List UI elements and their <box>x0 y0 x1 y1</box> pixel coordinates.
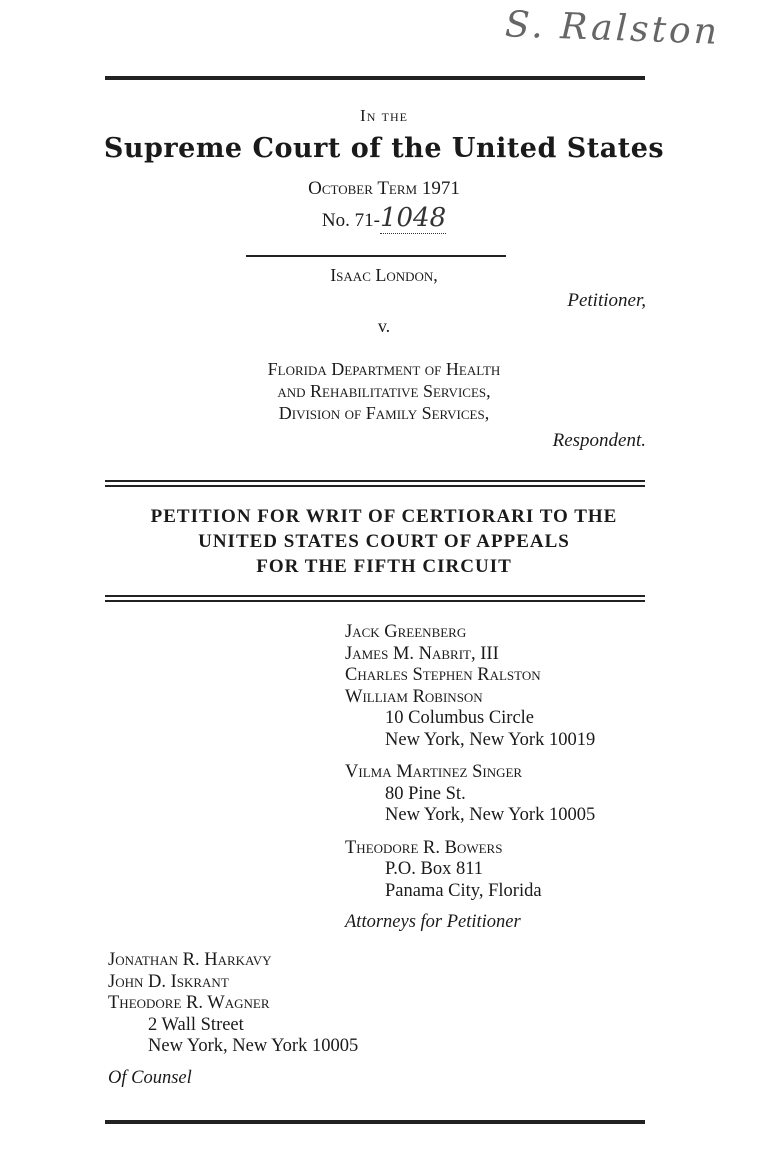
petition-title <box>0 504 768 579</box>
short-rule <box>246 255 506 257</box>
counsel-name: Jonathan R. Harkavy <box>108 950 272 970</box>
title-line-3: FOR THE FIFTH CIRCUIT <box>256 556 512 577</box>
term-line: October Term 1971 <box>308 178 460 199</box>
attorney-name: Vilma Martinez Singer <box>345 762 523 782</box>
title-line-1: PETITION FOR WRIT OF CERTIORARI TO THE <box>150 506 618 527</box>
counsel-label: Of Counsel <box>108 1067 192 1088</box>
attorney-name: William Robinson <box>345 686 483 707</box>
title-line-2: UNITED STATES COURT OF APPEALS <box>198 531 570 552</box>
attorney-name: Theodore R. Bowers <box>345 837 503 858</box>
respondent-label: Respondent. <box>552 430 646 451</box>
respondent-line-2: and Rehabilitative Services, <box>277 381 491 401</box>
address-line: New York, New York 10005 <box>385 805 596 825</box>
handwritten-signature: S. Ralston <box>504 4 721 53</box>
petitioner-name: Isaac London, <box>330 265 438 285</box>
address-line: New York, New York 10005 <box>148 1036 359 1056</box>
docket-prefix: No. 71- <box>321 210 380 231</box>
address-line: New York, New York 10019 <box>385 729 596 750</box>
attorneys-label: Attorneys for Petitioner <box>345 912 521 932</box>
counsel-name: John D. Iskrant <box>108 971 229 992</box>
address-line: 80 Pine St. <box>385 783 466 804</box>
attorneys-block <box>345 622 595 934</box>
attorney-name: Charles Stephen Ralston <box>345 665 541 685</box>
versus: v. <box>377 316 391 336</box>
docket-number: 1048 <box>379 203 447 233</box>
address-line: 10 Columbus Circle <box>385 708 535 728</box>
counsel-block <box>108 950 358 1089</box>
counsel-name: Theodore R. Wagner <box>108 993 270 1013</box>
court-name: Supreme Court of the United States <box>103 133 665 164</box>
respondent-block <box>0 358 768 424</box>
docket-line <box>0 203 768 233</box>
attorney-name: James M. Nabrit, III <box>345 643 499 664</box>
petitioner-label: Petitioner, <box>567 290 646 311</box>
respondent-line-3: Division of Family Services, <box>278 403 490 423</box>
address-line: P.O. Box 811 <box>385 859 484 879</box>
address-line: 2 Wall Street <box>148 1014 244 1035</box>
title-top-rule <box>105 480 645 487</box>
top-rule <box>105 76 645 80</box>
attorney-name: Jack Greenberg <box>345 622 467 642</box>
address-line: Panama City, Florida <box>385 880 542 901</box>
bottom-rule <box>105 1120 645 1124</box>
respondent-line-1: Florida Department of Health <box>267 359 501 379</box>
title-bottom-rule <box>105 595 645 602</box>
in-the-line: In the <box>360 106 408 125</box>
